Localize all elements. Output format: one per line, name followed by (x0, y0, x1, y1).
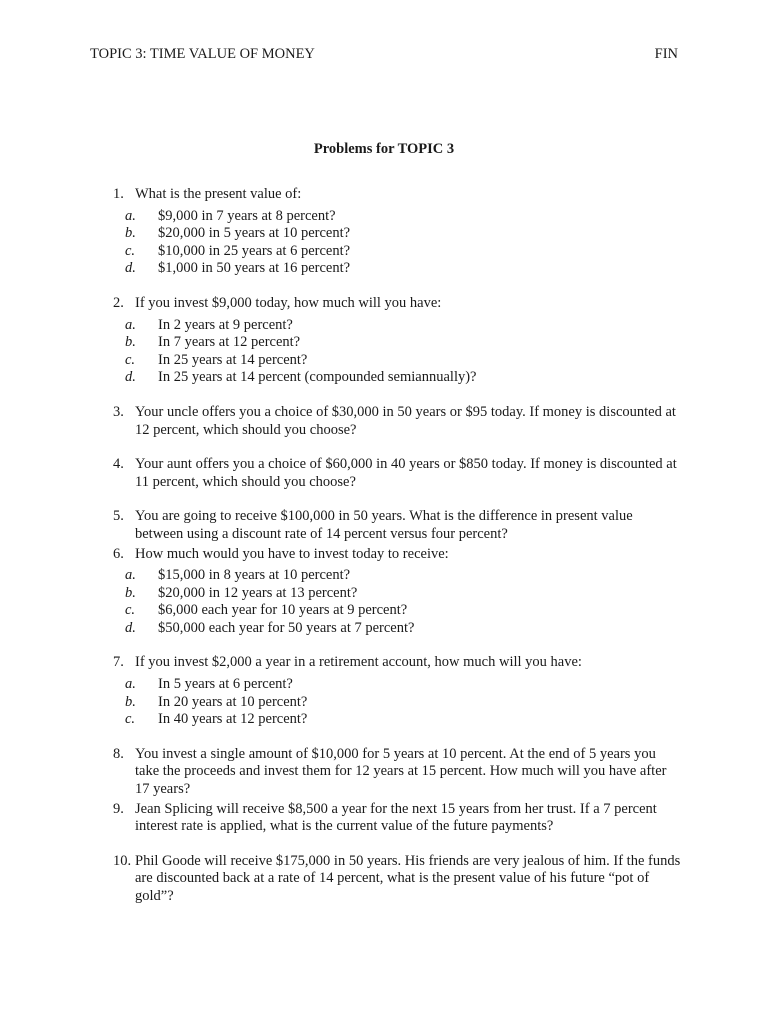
problem-4 (113, 456, 683, 491)
sub-item-letter: a. (125, 207, 136, 224)
page-title: Problems for TOPIC 3 (313, 141, 455, 157)
problem-list (113, 186, 683, 906)
sub-item-list (113, 567, 683, 637)
sub-item (113, 243, 683, 261)
problem-5 (113, 508, 683, 543)
sub-item (113, 352, 683, 370)
problem-number: 4. (113, 456, 124, 473)
problem-text: Your aunt offers you a choice of $60,000 in 40 years or $850 today. If money is discounted at 11 percent, which should you choose? (135, 456, 677, 490)
problem-number: 5. (113, 508, 124, 525)
problem-text: You are going to receive $100,000 in 50 years. What is the difference in present value between using a discount rate of 14 percent versus four percent? (135, 508, 633, 542)
page-header (90, 46, 678, 66)
sub-item (113, 334, 683, 352)
sub-item-text: In 5 years at 6 percent? (158, 676, 293, 693)
problem-2 (113, 295, 683, 387)
sub-item-text: $6,000 each year for 10 years at 9 percent? (158, 602, 408, 619)
problem-7 (113, 654, 683, 728)
problem-number: 1. (113, 186, 124, 202)
sub-item-text: $9,000 in 7 years at 8 percent? (158, 207, 336, 224)
sub-item-text: $20,000 in 12 years at 13 percent? (158, 584, 358, 601)
problem-number: 9. (113, 800, 124, 817)
problem-6 (113, 546, 683, 638)
sub-item (113, 225, 683, 243)
sub-item-text: In 20 years at 10 percent? (158, 693, 308, 710)
sub-item-letter: b. (125, 693, 136, 710)
problem-9 (113, 801, 683, 836)
problem-text: Your uncle offers you a choice of $30,000 in 50 years or $95 today. If money is discounted at 12 percent, which should you choose? (135, 403, 676, 438)
sub-item-list (113, 676, 683, 729)
sub-item-letter: c. (125, 351, 136, 368)
sub-item-list (113, 208, 683, 278)
problem-number: 10. (113, 852, 132, 869)
sub-item-text: In 25 years at 14 percent? (158, 351, 308, 368)
problem-number: 2. (113, 294, 124, 311)
sub-item-letter: b. (125, 334, 136, 351)
sub-item (113, 369, 683, 387)
sub-item-text: $20,000 in 5 years at 10 percent? (158, 225, 351, 242)
sub-item (113, 585, 683, 603)
problem-number: 7. (113, 654, 124, 671)
sub-item-letter: c. (125, 602, 136, 619)
problem-text: You invest a single amount of $10,000 for 5 years at 10 percent. At the end of 5 years you take the proceeds and invest them for 12 years at 15 percent. How much will you have after 17 years? (135, 745, 667, 798)
problem-3 (113, 404, 683, 439)
sub-item (113, 317, 683, 335)
sub-item-letter: d. (125, 369, 136, 386)
problem-text: Phil Goode will receive $175,000 in 50 years. His friends are very jealous of him. If the funds are discounted back at a rate of 14 percent, what is the present value of his future “pot of gold”? (135, 852, 681, 904)
sub-item (113, 208, 683, 226)
sub-item-letter: d. (125, 260, 136, 277)
problem-number: 8. (113, 745, 124, 762)
sub-item-text: $1,000 in 50 years at 16 percent? (158, 260, 351, 277)
problem-number: 3. (113, 403, 124, 420)
sub-item-text: In 2 years at 9 percent? (158, 316, 293, 333)
sub-item-text: $50,000 each year for 50 years at 7 percent? (158, 619, 415, 636)
sub-item (113, 260, 683, 278)
sub-item-text: In 40 years at 12 percent? (158, 711, 308, 728)
problem-text: If you invest $2,000 a year in a retirement account, how much will you have: (135, 654, 582, 671)
problem-10 (113, 853, 683, 906)
problem-text: If you invest $9,000 today, how much will you have: (135, 294, 442, 311)
sub-item-letter: c. (125, 242, 136, 259)
sub-item-letter: b. (125, 584, 136, 601)
problem-8 (113, 746, 683, 799)
sub-item-letter: a. (125, 567, 136, 584)
header-topic: TOPIC 3: TIME VALUE OF MONEY (90, 46, 315, 62)
sub-item-text: $10,000 in 25 years at 6 percent? (158, 242, 351, 259)
sub-item-letter: c. (125, 711, 136, 728)
sub-item (113, 676, 683, 694)
sub-item-letter: a. (125, 676, 136, 693)
sub-item (113, 620, 683, 638)
problem-number: 6. (113, 545, 124, 562)
sub-item-text: $15,000 in 8 years at 10 percent? (158, 567, 351, 584)
problem-text: Jean Splicing will receive $8,500 a year for the next 15 years from her trust. If a 7 percent interest rate is applied, what is the current value of the future payments? (135, 800, 657, 835)
problem-text: What is the present value of: (135, 186, 302, 202)
sub-item (113, 694, 683, 712)
sub-item-letter: b. (125, 225, 136, 242)
sub-item-list (113, 317, 683, 387)
sub-item (113, 567, 683, 585)
sub-item-text: In 7 years at 12 percent? (158, 334, 301, 351)
sub-item (113, 711, 683, 729)
sub-item-letter: a. (125, 316, 136, 333)
header-course: FIN (654, 46, 678, 62)
sub-item-letter: d. (125, 619, 136, 636)
sub-item-text: In 25 years at 14 percent (compounded semiannually)? (158, 369, 477, 386)
problem-1 (113, 186, 683, 278)
problem-text: How much would you have to invest today to receive: (135, 545, 449, 562)
sub-item (113, 602, 683, 620)
